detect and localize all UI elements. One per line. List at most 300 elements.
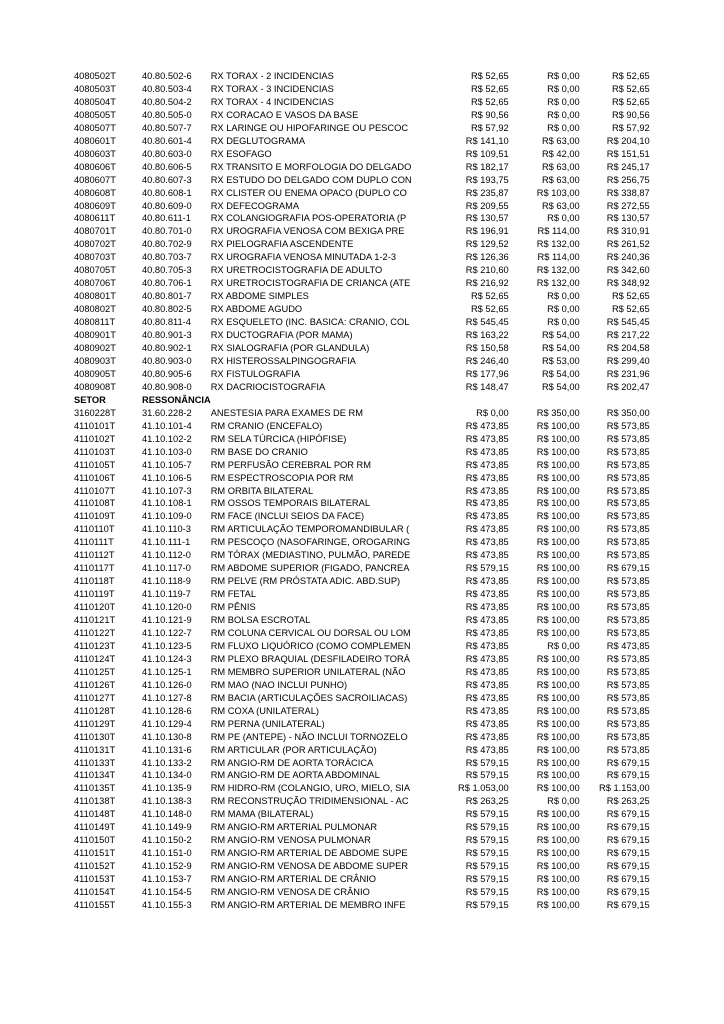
procedure-description: RM ORBITA BILATERAL	[210, 485, 314, 496]
procedure-description: RM ARTICULAR (POR ARTICULAÇÃO)	[210, 744, 377, 755]
tuss-code: 41.10.117-0	[142, 563, 191, 574]
procedure-code: 4110135T	[74, 783, 116, 794]
procedure-description: RM ESPECTROSCOPIA POR RM	[210, 472, 354, 483]
procedure-code: 4080905T	[74, 368, 116, 379]
procedure-code: 4110124T	[74, 653, 116, 664]
procedure-code: 4110118T	[74, 576, 115, 587]
tuss-code: 41.10.150-2	[142, 835, 192, 846]
value-extra: R$ 100,00	[536, 627, 580, 638]
value-extra: R$ 100,00	[536, 887, 580, 898]
procedure-description: RM ANGIO-RM VENOSA PULMONAR	[210, 835, 371, 846]
procedure-description: RM ANGIO-RM VENOSA DE ABDOME SUPER	[210, 861, 409, 872]
value-extra: R$ 100,00	[536, 589, 580, 600]
tuss-code: 40.80.503-4	[142, 83, 192, 94]
procedure-code: 4080908T	[74, 381, 116, 392]
tuss-code: 41.10.106-5	[142, 472, 192, 483]
tuss-code: 41.10.133-2	[142, 757, 192, 768]
procedure-code: 4110129T	[74, 718, 116, 729]
procedure-description: RM ANGIO-RM DE AORTA ABDOMINAL	[210, 770, 380, 781]
value-extra: R$ 0,00	[547, 304, 580, 315]
procedure-description: RX CLISTER OU ENEMA OPACO (DUPLO CO	[210, 187, 407, 198]
procedure-description: RM FACE (INCLUI SEIOS DA FACE)	[210, 511, 365, 522]
table-row	[74, 510, 650, 523]
value-total: R$ 573,85	[606, 589, 650, 600]
value-exam: R$ 473,85	[465, 744, 509, 755]
procedure-description: RM PÊNIS	[210, 602, 256, 613]
value-extra: R$ 0,00	[547, 291, 580, 302]
value-total: R$ 151,51	[606, 148, 650, 159]
value-exam: R$ 545,45	[465, 317, 509, 328]
procedure-code: 4110120T	[74, 602, 116, 613]
table-row	[74, 342, 650, 355]
value-total: R$ 573,85	[606, 420, 650, 431]
tuss-code: 41.10.122-7	[142, 627, 192, 638]
value-exam: R$ 90,56	[470, 109, 509, 120]
value-extra: R$ 63,00	[541, 161, 580, 172]
table-row	[74, 757, 650, 770]
value-extra: R$ 100,00	[536, 809, 580, 820]
tuss-code: 40.80.603-0	[142, 148, 192, 159]
section-label: SETOR	[74, 394, 106, 405]
table-row	[74, 873, 650, 886]
table-row	[74, 536, 650, 549]
value-exam: R$ 579,15	[465, 563, 509, 574]
procedure-description: ANESTESIA PARA EXAMES DE RM	[210, 407, 363, 418]
table-row	[74, 109, 650, 122]
table-row	[74, 238, 650, 251]
value-total: R$ 679,15	[606, 900, 650, 910]
tuss-code: 41.10.108-1	[142, 498, 192, 509]
table-row	[74, 381, 650, 394]
value-extra: R$ 100,00	[536, 835, 580, 846]
value-exam: R$ 246,40	[465, 355, 509, 366]
procedure-code: 4080507T	[74, 122, 116, 133]
value-exam: R$ 473,85	[465, 524, 509, 535]
procedure-code: 4080802T	[74, 304, 116, 315]
value-total: R$ 573,85	[606, 744, 650, 755]
tuss-code: 41.10.125-1	[142, 666, 192, 677]
value-total: R$ 342,60	[606, 265, 650, 276]
value-total: R$ 679,15	[606, 563, 650, 574]
procedure-description: RM BASE DO CRANIO	[210, 446, 308, 457]
value-total: R$ 573,85	[606, 705, 650, 716]
tuss-code: 41.10.131-6	[142, 744, 192, 755]
table-row	[74, 601, 650, 614]
value-total: R$ 202,47	[606, 381, 650, 392]
value-total: R$ 573,85	[606, 576, 650, 587]
value-extra: R$ 350,00	[536, 407, 580, 418]
tuss-code: 41.10.123-5	[142, 640, 192, 651]
value-total: R$ 217,22	[606, 330, 650, 341]
table-row	[74, 497, 650, 510]
procedure-code: 4110131T	[74, 744, 116, 755]
value-total: R$ 573,85	[606, 459, 650, 470]
tuss-code: 40.80.901-3	[142, 330, 192, 341]
value-exam: R$ 473,85	[465, 420, 509, 431]
value-total: R$ 573,85	[606, 718, 650, 729]
value-total: R$ 90,56	[611, 109, 650, 120]
procedure-code: 4110128T	[74, 705, 116, 716]
value-exam: R$ 216,92	[465, 278, 509, 289]
tuss-code: 41.10.152-9	[142, 861, 192, 872]
table-row	[74, 187, 650, 200]
value-extra: R$ 0,00	[547, 109, 580, 120]
table-row	[74, 614, 650, 627]
tuss-code: 40.80.801-7	[142, 291, 192, 302]
value-exam: R$ 473,85	[465, 459, 509, 470]
value-exam: R$ 473,85	[465, 692, 509, 703]
value-extra: R$ 0,00	[547, 122, 580, 133]
value-exam: R$ 52,65	[470, 291, 509, 302]
value-extra: R$ 114,00	[537, 252, 580, 263]
value-extra: R$ 0,00	[547, 640, 580, 651]
value-extra: R$ 100,00	[536, 666, 580, 677]
procedure-code: 4080811T	[74, 317, 116, 328]
procedure-description: RX LARINGE OU HIPOFARINGE OU PESCOC	[210, 122, 409, 133]
procedure-code: 4110126T	[74, 679, 116, 690]
tuss-code: 41.10.148-0	[142, 809, 192, 820]
price-table-body	[74, 70, 650, 912]
procedure-description: RX SIALOGRAFIA (POR GLANDULA)	[210, 343, 370, 354]
procedure-description: RM OSSOS TEMPORAIS BILATERAL	[210, 498, 370, 509]
procedure-description: RM FLUXO LIQUÓRICO (COMO COMPLEMEN	[210, 640, 411, 651]
procedure-code: 4080502T	[74, 71, 116, 81]
value-total: R$ 573,85	[606, 550, 650, 561]
value-extra: R$ 100,00	[536, 537, 580, 548]
procedure-description: RM PESCOÇO (NASOFARINGE, OROGARING	[210, 537, 411, 548]
table-row	[74, 653, 650, 666]
value-total: R$ 545,45	[606, 317, 650, 328]
value-total: R$ 272,55	[606, 200, 650, 211]
value-extra: R$ 100,00	[536, 420, 580, 431]
section-name: RESSONÂNCIA	[142, 394, 211, 405]
value-exam: R$ 579,15	[465, 822, 509, 833]
value-total: R$ 573,85	[606, 679, 650, 690]
procedure-description: RX TORAX - 2 INCIDENCIAS	[210, 71, 334, 81]
procedure-description: RX TORAX - 3 INCIDENCIAS	[210, 83, 334, 94]
table-row	[74, 821, 650, 834]
procedure-code: 3160228T	[74, 407, 116, 418]
value-exam: R$ 579,15	[465, 835, 509, 846]
value-exam: R$ 473,85	[465, 433, 509, 444]
value-extra: R$ 100,00	[536, 783, 580, 794]
value-total: R$ 573,85	[606, 692, 650, 703]
tuss-code: 40.80.601-4	[142, 135, 192, 146]
tuss-code: 41.10.111-1	[142, 537, 191, 548]
procedure-code: 4110130T	[74, 731, 116, 742]
procedure-code: 4110110T	[74, 524, 115, 535]
section-header-row	[74, 394, 650, 407]
value-exam: R$ 0,00	[476, 407, 509, 418]
procedure-code: 4110153T	[74, 874, 116, 885]
value-extra: R$ 0,00	[547, 96, 580, 107]
procedure-description: RX ABDOME AGUDO	[210, 304, 303, 315]
tuss-code: 40.80.903-0	[142, 355, 192, 366]
table-row	[74, 588, 650, 601]
value-total: R$ 338,87	[606, 187, 650, 198]
value-total: R$ 52,65	[611, 71, 650, 81]
value-exam: R$ 52,65	[470, 71, 509, 81]
procedure-code: 4080701T	[74, 226, 116, 237]
value-exam: R$ 1.053,00	[458, 783, 509, 794]
value-extra: R$ 132,00	[536, 278, 580, 289]
value-exam: R$ 235,87	[465, 187, 509, 198]
value-total: R$ 679,15	[606, 835, 650, 846]
value-extra: R$ 63,00	[541, 200, 580, 211]
value-total: R$ 679,15	[606, 770, 650, 781]
value-total: R$ 573,85	[606, 524, 650, 535]
procedure-code: 4110107T	[74, 485, 116, 496]
table-row	[74, 808, 650, 821]
value-total: R$ 573,85	[606, 653, 650, 664]
value-exam: R$ 579,15	[465, 848, 509, 859]
procedure-description: RX ESQUELETO (INC. BASICA: CRANIO, COL	[210, 317, 410, 328]
value-exam: R$ 196,91	[465, 226, 509, 237]
procedure-description: RX DUCTOGRAFIA (POR MAMA)	[210, 330, 353, 341]
procedure-description: RM TÓRAX (MEDIASTINO, PULMÃO, PAREDE	[210, 550, 411, 561]
procedure-description: RX DEFECOGRAMA	[210, 200, 300, 211]
procedure-code: 4080606T	[74, 161, 116, 172]
value-exam: R$ 473,85	[465, 472, 509, 483]
procedure-description: RM BACIA (ARTICULAÇÕES SACROILIACAS)	[210, 692, 408, 703]
value-extra: R$ 100,00	[536, 731, 580, 742]
table-row	[74, 705, 650, 718]
procedure-code: 4080603T	[74, 148, 116, 159]
table-row	[74, 420, 650, 433]
value-extra: R$ 100,00	[536, 757, 580, 768]
tuss-code: 41.10.103-0	[142, 446, 192, 457]
procedure-code: 4080505T	[74, 109, 116, 120]
value-exam: R$ 473,85	[465, 602, 509, 613]
value-extra: R$ 100,00	[536, 498, 580, 509]
table-row	[74, 407, 650, 420]
value-extra: R$ 100,00	[536, 874, 580, 885]
value-total: R$ 573,85	[606, 615, 650, 626]
tuss-code: 40.80.811-4	[142, 317, 191, 328]
procedure-code: 4110121T	[74, 615, 116, 626]
tuss-code: 41.10.149-9	[142, 822, 192, 833]
procedure-code: 4080706T	[74, 278, 116, 289]
procedure-description: RX HISTEROSSALPINGOGRAFIA	[210, 355, 356, 366]
procedure-description: RX ESOFAGO	[210, 148, 272, 159]
value-exam: R$ 579,15	[465, 757, 509, 768]
value-total: R$ 573,85	[606, 511, 650, 522]
procedure-code: 4110127T	[74, 692, 116, 703]
tuss-code: 40.80.505-0	[142, 109, 192, 120]
table-row	[74, 251, 650, 264]
procedure-code: 4110151T	[74, 848, 116, 859]
procedure-description	[211, 394, 429, 407]
value-total: R$ 130,57	[606, 213, 650, 224]
value-extra: R$ 100,00	[536, 615, 580, 626]
value-extra: R$ 100,00	[536, 653, 580, 664]
procedure-code: 4080902T	[74, 343, 116, 354]
procedure-description: RX URETROCISTOGRAFIA DE CRIANCA (ATE	[210, 278, 411, 289]
value-extra: R$ 100,00	[536, 472, 580, 483]
procedure-description: RX TORAX - 4 INCIDENCIAS	[210, 96, 334, 107]
value-exam: R$ 473,85	[465, 653, 509, 664]
procedure-code: 4080503T	[74, 83, 116, 94]
table-row	[74, 316, 650, 329]
procedure-code: 4080901T	[74, 330, 116, 341]
value-extra: R$ 100,00	[536, 822, 580, 833]
procedure-code: 4080705T	[74, 265, 116, 276]
procedure-code: 4080801T	[74, 291, 116, 302]
procedure-code: 4110133T	[74, 757, 116, 768]
value-extra: R$ 53,00	[541, 355, 580, 366]
value-exam: R$ 57,92	[470, 122, 509, 133]
procedure-description: RX DACRIOCISTOGRAFIA	[210, 381, 326, 392]
value-extra: R$ 100,00	[536, 602, 580, 613]
value-extra: R$ 100,00	[536, 848, 580, 859]
procedure-description: RM ABDOME SUPERIOR (FIGADO, PANCREA	[210, 563, 410, 574]
value-exam: R$ 52,65	[470, 96, 509, 107]
table-row	[74, 96, 650, 109]
procedure-description: RM ARTICULAÇÃO TEMPOROMANDIBULAR (	[210, 524, 410, 535]
procedure-description: RM ANGIO-RM ARTERIAL DE MEMBRO INFE	[210, 900, 406, 910]
value-total	[580, 394, 650, 407]
table-row	[74, 355, 650, 368]
tuss-code: 41.10.124-3	[142, 653, 192, 664]
value-extra: R$ 100,00	[536, 770, 580, 781]
procedure-description: RX URETROCISTOGRAFIA DE ADULTO	[210, 265, 383, 276]
value-extra: R$ 100,00	[536, 446, 580, 457]
value-exam: R$ 193,75	[465, 174, 509, 185]
value-extra: R$ 100,00	[536, 705, 580, 716]
value-exam: R$ 579,15	[465, 887, 509, 898]
value-exam: R$ 473,85	[465, 485, 509, 496]
value-extra: R$ 54,00	[541, 343, 580, 354]
value-total: R$ 52,65	[611, 291, 650, 302]
value-exam: R$ 163,22	[465, 330, 509, 341]
value-total: R$ 299,40	[606, 355, 650, 366]
table-row	[74, 769, 650, 782]
value-extra: R$ 42,00	[541, 148, 580, 159]
table-row	[74, 161, 650, 174]
value-extra: R$ 114,00	[537, 226, 580, 237]
table-row	[74, 860, 650, 873]
table-row	[74, 523, 650, 536]
table-row	[74, 692, 650, 705]
value-exam: R$ 141,10	[465, 135, 509, 146]
table-row	[74, 212, 650, 225]
procedure-code: 4110125T	[74, 666, 116, 677]
procedure-code: 4080611T	[74, 213, 116, 224]
value-total: R$ 52,65	[611, 304, 650, 315]
value-total: R$ 57,92	[611, 122, 650, 133]
value-exam: R$ 263,25	[465, 796, 509, 807]
tuss-code: 40.80.908-0	[142, 381, 192, 392]
tuss-code: 40.80.607-3	[142, 174, 192, 185]
tuss-code: 40.80.802-5	[142, 304, 192, 315]
procedure-code: 4110122T	[74, 627, 116, 638]
tuss-code: 41.10.107-3	[142, 485, 192, 496]
value-exam: R$ 579,15	[465, 874, 509, 885]
procedure-description: RM ANGIO-RM VENOSA DE CRÂNIO	[210, 887, 370, 898]
value-exam: R$ 473,85	[465, 666, 509, 677]
procedure-code: 4110106T	[74, 472, 116, 483]
value-exam: R$ 579,15	[465, 770, 509, 781]
procedure-description: RM PLEXO BRAQUIAL (DESFILADEIRO TORÁ	[210, 653, 410, 664]
value-exam: R$ 148,47	[465, 381, 509, 392]
procedure-description: RM ANGIO-RM DE AORTA TORÁCICA	[210, 757, 374, 768]
procedure-code: 4110101T	[74, 420, 116, 431]
value-total: R$ 573,85	[606, 446, 650, 457]
procedure-code: 4080702T	[74, 239, 116, 250]
value-extra: R$ 0,00	[547, 213, 580, 224]
tuss-code: 41.10.105-7	[142, 459, 192, 470]
table-row	[74, 549, 650, 562]
tuss-code: 40.80.502-6	[142, 71, 192, 81]
value-total: R$ 261,52	[606, 239, 650, 250]
value-total: R$ 573,85	[606, 485, 650, 496]
value-total: R$ 473,85	[606, 640, 650, 651]
procedure-description: RM ANGIO-RM ARTERIAL PULMONAR	[210, 822, 378, 833]
value-exam: R$ 177,96	[465, 368, 509, 379]
value-exam: R$ 473,85	[465, 589, 509, 600]
tuss-code: 40.80.611-1	[142, 213, 191, 224]
value-total: R$ 231,96	[606, 368, 650, 379]
table-row	[74, 83, 650, 96]
procedure-code: 4110150T	[74, 835, 116, 846]
procedure-description: RX PIELOGRAFIA ASCENDENTE	[210, 239, 354, 250]
value-total: R$ 573,85	[606, 472, 650, 483]
procedure-description: RX FISTULOGRAFIA	[210, 368, 301, 379]
value-exam: R$ 130,57	[465, 213, 509, 224]
value-extra: R$ 0,00	[547, 71, 580, 81]
table-row	[74, 70, 650, 83]
value-extra: R$ 54,00	[541, 381, 580, 392]
tuss-code: 41.10.102-2	[142, 433, 192, 444]
value-total: R$ 573,85	[606, 627, 650, 638]
value-exam: R$ 473,85	[465, 446, 509, 457]
value-exam: R$ 473,85	[465, 576, 509, 587]
value-total: R$ 256,75	[606, 174, 650, 185]
procedure-description: RM BOLSA ESCROTAL	[210, 615, 311, 626]
procedure-description: RX CORACAO E VASOS DA BASE	[210, 109, 359, 120]
procedure-code: 4110138T	[74, 796, 116, 807]
value-exam: R$ 579,15	[465, 900, 509, 910]
procedure-description: RM PERFUSÃO CEREBRAL POR RM	[210, 459, 372, 470]
value-extra: R$ 100,00	[536, 718, 580, 729]
table-row	[74, 562, 650, 575]
procedure-description: RX ABDOME SIMPLES	[210, 291, 309, 302]
procedure-code: 4110112T	[74, 550, 115, 561]
procedure-code: 4110155T	[74, 900, 116, 910]
procedure-code: 4110105T	[74, 459, 116, 470]
procedure-description: RM MEMBRO SUPERIOR UNILATERAL (NÃO	[210, 666, 406, 677]
procedure-code: 4110152T	[74, 861, 116, 872]
tuss-code: 41.10.153-7	[142, 874, 192, 885]
table-row	[74, 575, 650, 588]
procedure-code: 4110109T	[74, 511, 116, 522]
procedure-description: RM COLUNA CERVICAL OU DORSAL OU LOM	[210, 627, 411, 638]
tuss-code: 41.10.101-4	[142, 420, 192, 431]
value-total: R$ 679,15	[606, 809, 650, 820]
procedure-description: RM CRANIO (ENCEFALO)	[210, 420, 323, 431]
tuss-code: 41.10.127-8	[142, 692, 192, 703]
value-exam: R$ 473,85	[465, 498, 509, 509]
value-extra: R$ 100,00	[536, 900, 580, 910]
procedure-description: RX UROGRAFIA VENOSA COM BEXIGA PRE	[210, 226, 405, 237]
procedure-description: RM HIDRO-RM (COLANGIO, URO, MIELO, SIA	[210, 783, 411, 794]
value-extra: R$ 100,00	[536, 511, 580, 522]
tuss-code: 31.60.228-2	[142, 407, 192, 418]
table-row	[74, 303, 650, 316]
value-exam: R$ 473,85	[465, 640, 509, 651]
table-row	[74, 368, 650, 381]
procedure-description: RM SELA TÚRCICA (HIPÓFISE)	[210, 433, 347, 444]
